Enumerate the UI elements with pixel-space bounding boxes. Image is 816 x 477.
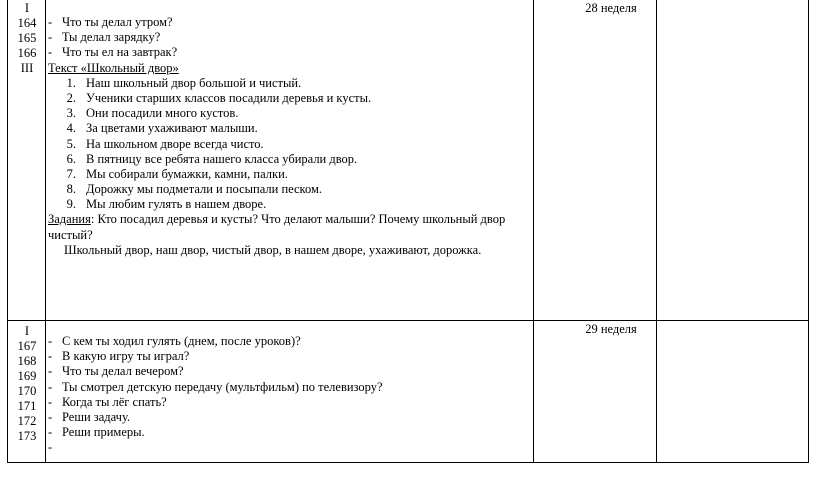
- column-divider-2: [533, 0, 534, 463]
- question-line: - С кем ты ходил гулять (днем, после уроков)?: [48, 334, 301, 348]
- column-divider-3: [656, 0, 657, 463]
- question-line: - Когда ты лёг спать?: [48, 394, 167, 409]
- roman-numeral: I: [24, 324, 30, 338]
- sentence-item: 5. На школьном дворе всегда чисто.: [66, 136, 264, 151]
- question-line: - Ты смотрел детскую передачу (мультфильм) по телевизору?: [48, 379, 383, 394]
- roman-numeral: III: [20, 61, 34, 75]
- lesson-number: 172: [17, 414, 37, 428]
- week-label: 28 неделя: [585, 1, 637, 15]
- lesson-numbers-week2: [9, 324, 45, 444]
- question-line: - Ты делал зарядку?: [48, 30, 161, 45]
- lesson-number: 165: [17, 31, 37, 45]
- question-line: -: [48, 440, 53, 455]
- lesson-content-week2: [48, 334, 528, 456]
- sentence-item: 2. Ученики старших классов посадили деревья и кусты.: [66, 90, 372, 105]
- question-line: - Реши примеры.: [48, 425, 145, 440]
- row-divider: [7, 320, 809, 321]
- sentence-item: 8. Дорожку мы подметали и посыпали песком.: [66, 182, 323, 197]
- lesson-number: 170: [17, 384, 37, 398]
- table-bottom-border: [7, 462, 809, 463]
- task-label: Задания: [48, 212, 91, 227]
- lesson-number: 171: [17, 399, 37, 413]
- question-line: - Что ты делал утром?: [48, 15, 173, 29]
- task-paragraph: [48, 212, 520, 242]
- lesson-numbers-week1: [9, 1, 45, 76]
- question-line: - Что ты ел на завтрак?: [48, 45, 178, 60]
- sentence-item: 6. В пятницу все ребята нашего класса убирали двор.: [66, 151, 358, 166]
- question-line: - Реши задачу.: [48, 409, 131, 424]
- roman-numeral: I: [24, 1, 30, 15]
- table-left-border: [7, 0, 8, 463]
- sentence-item: 4. За цветами ухаживают малыши.: [66, 121, 258, 136]
- lesson-number: 173: [17, 429, 37, 443]
- sentence-item: 7. Мы собирали бумажки, камни, палки.: [66, 166, 288, 181]
- lesson-number: 164: [17, 16, 37, 30]
- lesson-number: 166: [17, 46, 37, 60]
- table-right-border: [808, 0, 809, 463]
- week-label: 29 неделя: [585, 322, 637, 336]
- question-line: - Что ты делал вечером?: [48, 364, 184, 379]
- sentence-item: 9. Мы любим гулять в нашем дворе.: [66, 197, 267, 212]
- column-divider-1: [45, 0, 46, 463]
- sentence-item: 3. Они посадили много кустов.: [66, 106, 239, 121]
- lesson-number: 168: [17, 354, 37, 368]
- sentence-item: 1. Наш школьный двор большой и чистый.: [66, 75, 302, 90]
- question-line: - В какую игру ты играл?: [48, 349, 190, 364]
- task-text: : Кто посадил деревья и кусты? Что делают малыши? Почему школьный двор чистый?: [48, 212, 506, 242]
- lesson-content-week1: [48, 15, 528, 258]
- lesson-number: 167: [17, 339, 37, 353]
- vocabulary-line: Школьный двор, наш двор, чистый двор, в нашем дворе, ухаживают, дорожка.: [64, 242, 482, 257]
- text-title: Текст «Школьный двор»: [48, 60, 179, 75]
- lesson-number: 169: [17, 369, 37, 383]
